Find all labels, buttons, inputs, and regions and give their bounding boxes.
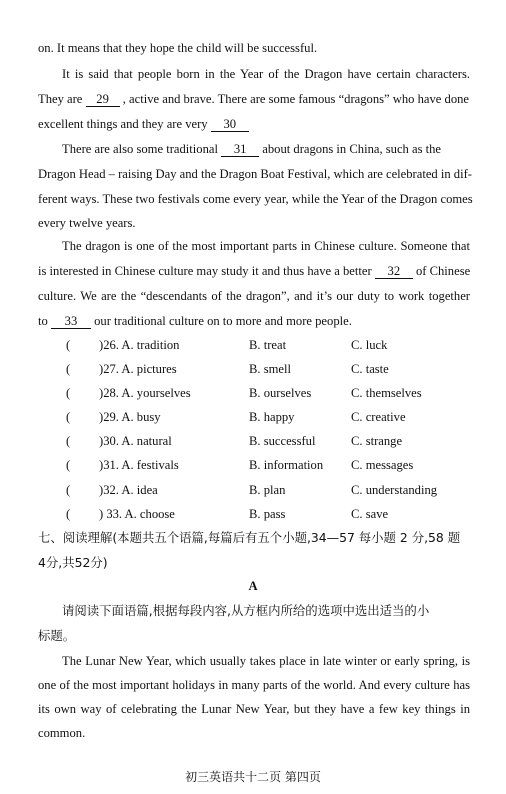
option-c: C. messages: [351, 458, 414, 472]
answer-paren[interactable]: (: [66, 483, 71, 497]
option-a: )29. A. busy: [99, 410, 161, 424]
option-a: )27. A. pictures: [99, 362, 177, 376]
option-b: B. pass: [249, 507, 286, 521]
option-c: C. save: [351, 507, 389, 521]
answer-paren[interactable]: (: [66, 458, 71, 472]
blank-31: 31: [221, 142, 259, 157]
option-b: B. plan: [249, 483, 286, 497]
reading-line: common.: [38, 726, 86, 740]
option-row: [66, 433, 486, 449]
page-footer: 初三英语共十二页 第四页: [185, 770, 321, 784]
instruction-text: 请阅读下面语篇,根据每段内容,从方框内所给的选项中选出适当的小: [62, 603, 430, 618]
answer-paren[interactable]: (: [66, 338, 71, 352]
passage-line: [62, 141, 470, 157]
option-a: )31. A. festivals: [99, 458, 179, 472]
option-row: [66, 385, 486, 401]
answer-paren[interactable]: (: [66, 410, 71, 424]
passage-text: to: [38, 314, 48, 328]
blank-29: 29: [86, 92, 120, 107]
passage-text: , active and brave. There are some famous “dragons” who have done: [122, 92, 470, 106]
passage-line: every twelve years.: [38, 216, 136, 230]
passage-line: [38, 263, 470, 279]
option-c: C. luck: [351, 338, 388, 352]
passage-line: [38, 91, 470, 107]
part-label: A: [248, 579, 258, 593]
answer-paren[interactable]: (: [66, 362, 71, 376]
instruction-text: 标题。: [38, 628, 76, 643]
option-c: C. themselves: [351, 386, 422, 400]
option-b: B. happy: [249, 410, 295, 424]
option-row: [66, 337, 486, 353]
answer-paren[interactable]: (: [66, 434, 71, 448]
passage-line: [38, 313, 470, 329]
blank-30: 30: [211, 117, 249, 132]
option-row: [66, 506, 486, 522]
section-heading: 4分,共52分): [38, 555, 108, 570]
answer-paren[interactable]: (: [66, 386, 71, 400]
option-b: B. ourselves: [249, 386, 312, 400]
section-heading: 七、阅读理解(本题共五个语篇,每篇后有五个小题,34—57 每小题 2 分,58 题: [38, 530, 461, 545]
answer-paren[interactable]: (: [66, 507, 71, 521]
option-c: C. understanding: [351, 483, 438, 497]
reading-line: one of the most important holidays in many parts of the world. And every culture has: [38, 678, 470, 692]
option-row: [66, 457, 486, 473]
option-row: [66, 482, 486, 498]
passage-line: It is said that people born in the Year of the Dragon have certain characters.: [62, 67, 470, 81]
passage-text: our traditional culture on to more and more people.: [94, 314, 352, 328]
option-a: )30. A. natural: [99, 434, 172, 448]
passage-line: [38, 116, 470, 132]
passage-line: on. It means that they hope the child will be successful.: [38, 41, 318, 55]
passage-text: is interested in Chinese culture may study it and thus have a better: [38, 264, 372, 278]
passage-line: Dragon Head – raising Day and the Dragon Boat Festival, which are celebrated in dif-: [38, 167, 472, 181]
reading-line: its own way of celebrating the Lunar New Year, but they have a few key things in: [38, 702, 470, 716]
option-c: C. creative: [351, 410, 406, 424]
passage-text: They are: [38, 92, 83, 106]
reading-line: The Lunar New Year, which usually takes place in late winter or early spring, is: [62, 654, 470, 668]
blank-33: 33: [51, 314, 91, 329]
option-b: B. treat: [249, 338, 287, 352]
passage-text: of Chinese: [415, 264, 471, 278]
option-b: B. information: [249, 458, 324, 472]
passage-line: The dragon is one of the most important parts in Chinese culture. Someone that: [62, 239, 470, 253]
passage-text: There are also some traditional: [62, 142, 218, 156]
option-b: B. smell: [249, 362, 291, 376]
option-a: )26. A. tradition: [99, 338, 180, 352]
option-row: [66, 409, 486, 425]
blank-32: 32: [375, 264, 413, 279]
option-row: [66, 361, 486, 377]
option-c: C. strange: [351, 434, 403, 448]
passage-line: culture. We are the “descendants of the dragon”, and it’s our duty to work together: [38, 289, 470, 303]
option-c: C. taste: [351, 362, 389, 376]
passage-line: ferent ways. These two festivals come every year, while the Year of the Dragon comes: [38, 192, 473, 206]
passage-text: excellent things and they are very: [38, 117, 208, 131]
option-b: B. successful: [249, 434, 316, 448]
option-a: )32. A. idea: [99, 483, 158, 497]
passage-text: about dragons in China, such as the: [262, 142, 442, 156]
option-a: ) 33. A. choose: [99, 507, 175, 521]
option-a: )28. A. yourselves: [99, 386, 191, 400]
